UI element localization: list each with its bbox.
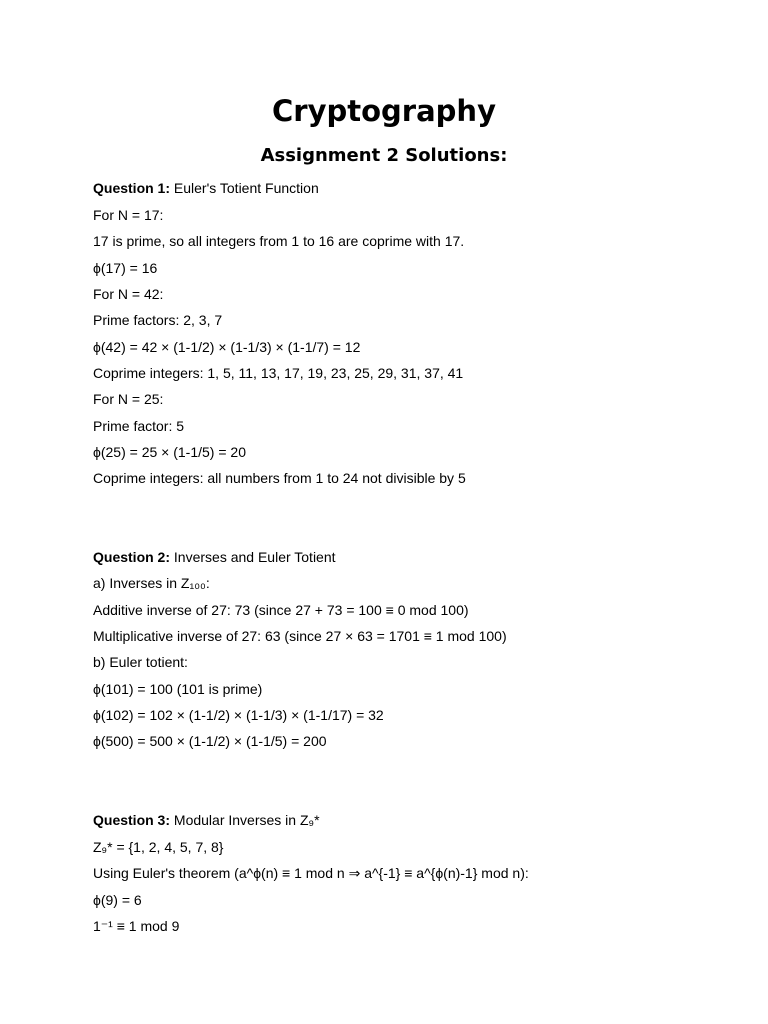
q1-title: Euler's Totient Function xyxy=(173,180,319,196)
q3-line: Using Euler's theorem (a^ϕ(n) ≡ 1 mod n ⇒ a^{-1} ≡ a^{ϕ(n)-1} mod n): xyxy=(93,865,529,881)
q2-line: b) Euler totient: xyxy=(93,654,188,670)
q2-line: ϕ(102) = 102 × (1-1/2) × (1-1/3) × (1-1/17) = 32 xyxy=(93,707,384,723)
q3-title: Modular Inverses in Z₉* xyxy=(173,812,320,828)
q1-line: ϕ(25) = 25 × (1-1/5) = 20 xyxy=(93,444,246,460)
q2-label: Question 2: xyxy=(93,549,171,565)
q1-line: For N = 17: xyxy=(93,207,164,223)
document-subtitle: Assignment 2 Solutions: xyxy=(260,145,508,166)
q2-line: ϕ(101) = 100 (101 is prime) xyxy=(93,681,263,697)
q3-label: Question 3: xyxy=(93,812,171,828)
q3-line: 1⁻¹ ≡ 1 mod 9 xyxy=(93,918,180,934)
q2-line: ϕ(500) = 500 × (1-1/2) × (1-1/5) = 200 xyxy=(93,733,327,749)
q1-line: Prime factors: 2, 3, 7 xyxy=(93,312,223,328)
q2-line: a) Inverses in Z₁₀₀: xyxy=(93,575,210,591)
q3-line: ϕ(9) = 6 xyxy=(93,892,142,908)
document-title: Cryptography xyxy=(272,94,496,128)
q2-line: Additive inverse of 27: 73 (since 27 + 73 = 100 ≡ 0 mod 100) xyxy=(93,602,469,618)
q1-heading xyxy=(93,178,319,198)
q1-line: 17 is prime, so all integers from 1 to 16 are coprime with 17. xyxy=(93,233,465,249)
q1-line: ϕ(42) = 42 × (1-1/2) × (1-1/3) × (1-1/7) = 12 xyxy=(93,339,361,355)
q3-line: Z₉* = {1, 2, 4, 5, 7, 8} xyxy=(93,839,224,855)
q1-label: Question 1: xyxy=(93,180,171,196)
q1-line: For N = 42: xyxy=(93,286,164,302)
q2-title: Inverses and Euler Totient xyxy=(173,549,336,565)
q1-line: Prime factor: 5 xyxy=(93,418,185,434)
q2-line: Multiplicative inverse of 27: 63 (since 27 × 63 = 1701 ≡ 1 mod 100) xyxy=(93,628,507,644)
q3-heading xyxy=(93,810,320,830)
q1-line: ϕ(17) = 16 xyxy=(93,260,158,276)
q2-heading xyxy=(93,547,336,567)
q1-line: For N = 25: xyxy=(93,391,164,407)
q1-line: Coprime integers: 1, 5, 11, 13, 17, 19, 23, 25, 29, 31, 37, 41 xyxy=(93,365,464,381)
q1-line: Coprime integers: all numbers from 1 to 24 not divisible by 5 xyxy=(93,470,466,486)
